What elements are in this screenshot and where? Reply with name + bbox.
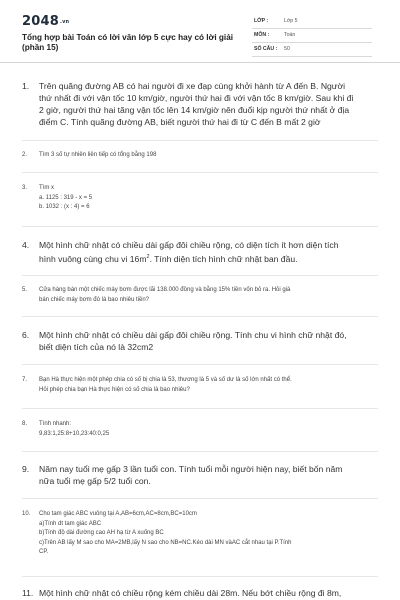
- question-text: [39, 510, 390, 558]
- question-divider: [22, 226, 378, 227]
- question-line-part: hình vuông cùng chu vi 16m: [39, 254, 147, 264]
- header-divider: [0, 62, 400, 63]
- question-line: Một hình chữ nhật có chiều rộng kém chiều dài 28m. Nếu bớt chiều rộng đi 8m,: [39, 588, 342, 598]
- question-line: Cửa hàng bán một chiếc máy bơm được lãi 138.000 đồng và bằng 15% tiền vốn bỏ ra. Hỏi giá: [39, 287, 291, 293]
- question-line: a)Tính dt tam giác ABC: [39, 520, 102, 527]
- question-item: [22, 420, 390, 439]
- question-divider: [22, 275, 378, 276]
- question-text: [39, 463, 390, 487]
- question-number: 4.: [22, 240, 30, 250]
- document-title: Tổng hợp bài Toán có lời văn lớp 5 cực hay có lời giải (phần 15): [22, 33, 234, 52]
- logo-text: 2048: [22, 14, 59, 29]
- question-number: 6.: [22, 330, 30, 340]
- question-text: [39, 151, 390, 161]
- question-line: điểm C. Tính quãng đường AB, biết người thứ hai đi từ C đến B mất 2 giờ: [39, 117, 321, 127]
- question-number: 3.: [22, 185, 28, 191]
- question-line-part: . Tính diện tích hình chữ nhật ban đầu.: [149, 254, 298, 264]
- question-item: [22, 510, 390, 558]
- question-text: [39, 329, 390, 353]
- meta-label: MÔN :: [254, 32, 270, 38]
- question-line: 2 giờ, người thứ hai tăng vận tốc lên 14 km/giờ nên đuổi kịp người thứ nhất ở địa: [39, 105, 350, 115]
- question-item: [22, 463, 390, 487]
- question-line: c)Trên AB lấy M sao cho MA=2MB,lấy N sao cho NB=NC.Kéo dài MN vàAC cắt nhau tại P.Tính: [39, 539, 292, 546]
- question-text: [39, 239, 390, 265]
- question-line: Tính nhanh:: [39, 421, 72, 427]
- question-line: thứ nhất đi với vận tốc 10 km/giờ, người thứ hai đi với vận tốc 8 km/giờ. Sau khi đi: [39, 93, 354, 103]
- question-line: Năm nay tuổi mẹ gấp 3 lần tuổi con. Tính tuổi mỗi người hiện nay, biết bốn năm: [39, 464, 343, 474]
- question-number: 1.: [22, 81, 30, 91]
- question-line: Tìm 3 số tự nhiên liên tiếp có tổng bằng 198: [39, 152, 157, 158]
- question-item: [22, 329, 390, 353]
- question-divider: [22, 316, 378, 317]
- question-line: Hỏi phép chia bạn Hà thực hiện có số chia là bao nhiêu?: [39, 386, 190, 393]
- site-logo[interactable]: [22, 14, 69, 29]
- question-line: Cho tam giác ABC vuông tại A,AB=6cm,AC=8cm,BC=10cm: [39, 511, 197, 517]
- question-divider: [22, 451, 378, 452]
- question-number: 11.: [22, 588, 34, 598]
- question-number: 10.: [22, 511, 31, 517]
- question-text: [39, 420, 390, 439]
- question-line: [39, 251, 390, 265]
- question-divider: [22, 408, 378, 409]
- question-item: [22, 587, 390, 599]
- question-line: Trên quãng đường AB có hai người đi xe đạp cùng khởi hành từ A đến B. Người: [39, 81, 346, 91]
- question-line: Tìm x: [39, 185, 54, 191]
- superscript: 2: [146, 254, 150, 260]
- question-line: bán chiếc máy bơm đó là bao nhiêu tiền?: [39, 296, 150, 303]
- question-line: a. 1125 : 319 - x = 5: [39, 194, 93, 201]
- question-text: [39, 376, 390, 395]
- question-number: 2.: [22, 152, 28, 158]
- question-number: 9.: [22, 464, 30, 474]
- question-line: b. 1032 : (x : 4) = 6: [39, 204, 90, 211]
- meta-value: Toán: [284, 32, 296, 38]
- question-line: Một hình chữ nhật có chiều dài gấp đôi chiều rộng. Tính chu vi hình chữ nhật đó,: [39, 330, 347, 340]
- question-number: 8.: [22, 421, 28, 427]
- meta-row-subject: [252, 29, 372, 43]
- meta-value: 50: [284, 46, 290, 52]
- question-text: [39, 587, 390, 599]
- question-divider: [22, 172, 378, 173]
- question-text: [39, 80, 390, 128]
- question-divider: [22, 498, 378, 499]
- question-item: [22, 151, 390, 161]
- question-line: nữa tuổi mẹ gấp 5/2 tuổi con.: [39, 476, 151, 486]
- question-number: 5.: [22, 287, 28, 293]
- question-line: 9,83:1,25:8+10,23:40:0,25: [39, 430, 110, 437]
- question-divider: [22, 576, 378, 577]
- question-line: b)Tính độ dài đường cao AH hạ từ A xuống BC: [39, 530, 164, 537]
- question-text: [39, 184, 390, 213]
- question-line: CP.: [39, 549, 49, 556]
- question-divider: [22, 140, 378, 141]
- question-line: Bạn Hà thực hiện một phép chia có số bị chia là 53, thương là 5 và số dư là số lớn nhất có thể.: [39, 377, 292, 383]
- meta-row-grade: [252, 15, 372, 29]
- meta-label: LỚP :: [254, 18, 269, 24]
- meta-value: Lớp 5: [284, 18, 298, 24]
- logo-suffix: .vn: [59, 19, 70, 25]
- question-item: [22, 286, 390, 305]
- question-divider: [22, 364, 378, 365]
- document-meta: [252, 15, 372, 57]
- meta-row-question-count: [252, 43, 372, 57]
- question-number: 7.: [22, 377, 28, 383]
- question-item: [22, 239, 390, 265]
- question-line: Một hình chữ nhật có chiều dài gấp đôi chiều rộng, có diện tích ít hơn diện tích: [39, 240, 339, 250]
- question-item: [22, 376, 390, 395]
- question-line: biết diện tích của nó là 32cm2: [39, 342, 154, 352]
- meta-label: SỐ CÂU :: [254, 46, 278, 52]
- question-item: [22, 80, 390, 128]
- question-item: [22, 184, 390, 213]
- question-text: [39, 286, 390, 305]
- document-header: [0, 0, 400, 62]
